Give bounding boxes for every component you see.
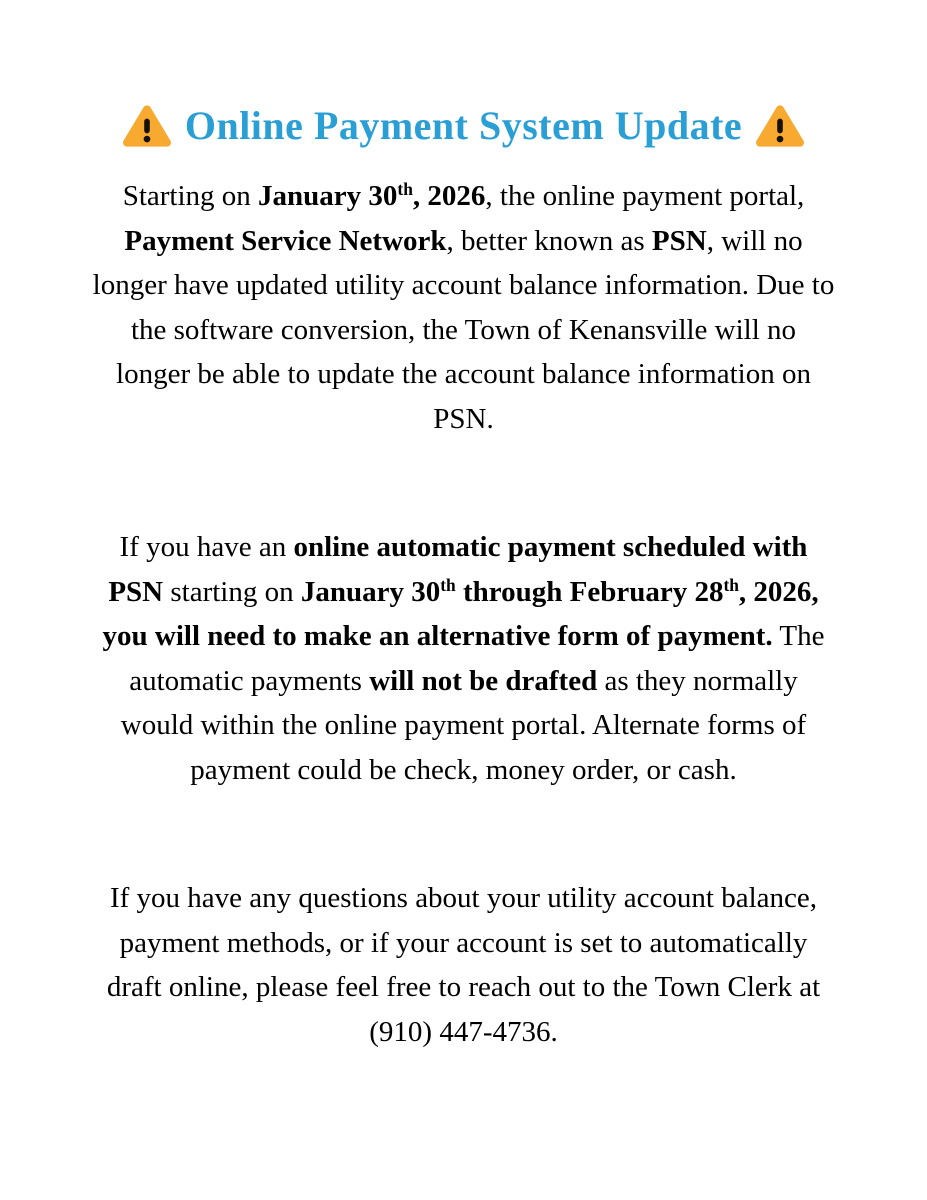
warning-icon-right bbox=[756, 104, 804, 148]
warning-icon-left bbox=[123, 104, 171, 148]
page-title-text: Online Payment System Update bbox=[184, 103, 743, 148]
autopay-paragraph: If you have an online automatic payment scheduled with PSN starting on January 30th through February 28th, 2026, you will need to make an alternative form of payment. The automatic payments will not be drafted as they normally would within the online payment portal. Alternate forms of payment could be check, money order, or cash. bbox=[102, 531, 825, 786]
page-title bbox=[91, 102, 836, 149]
notice-content bbox=[91, 0, 836, 1054]
intro-paragraph: Starting on January 30th, 2026, the online payment portal, Payment Service Network, better known as PSN, will no longer have updated utility account balance information. Due to the software conversion, the Town of Kenansville will no longer be able to update the account balance information on PSN. bbox=[92, 179, 835, 435]
contact-paragraph: If you have any questions about your utility account balance, payment methods, or if your account is set to automatically draft online, please feel free to reach out to the Town Clerk at (910) 447-4736. bbox=[106, 882, 821, 1048]
